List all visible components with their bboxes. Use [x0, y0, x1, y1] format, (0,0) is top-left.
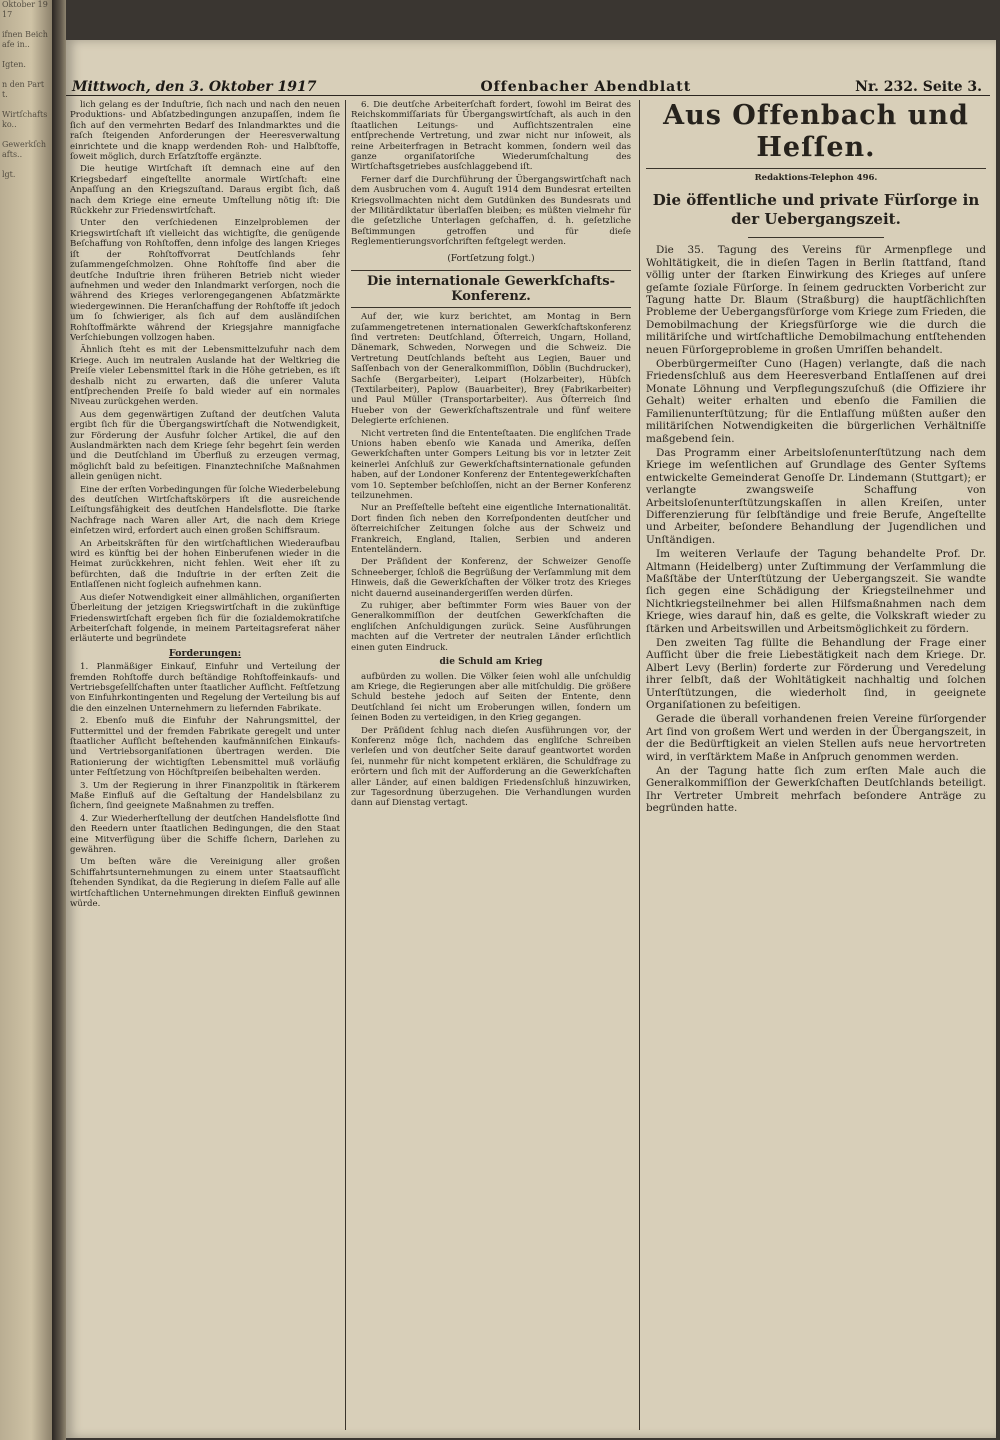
page-header — [66, 73, 990, 96]
paragraph: Ähnlich ſteht es mit der Lebensmittelzufuhr nach dem Kriege. Auch im neutralen Auslande hat der Weltkrieg die Preiſe vieler Lebensmittel ſtark in die Höhe getrieben, es iſt deshalb nicht zu erwarten, daß die unſerer Valuta entſprechenden Preiſe ſo bald wieder auf ein normales Niveau zurückgehen werden. — [70, 345, 340, 408]
paragraph: Nicht vertreten ſind die Ententeſtaaten. Die engliſchen Trade Unions haben ebenſo wie Kanada und Amerika, deſſen Gewerkſchaften unter Gompers Leitung bis vor in letzter Zeit keinerlei Anſchluß zur Gewerkſchaftsinternationale gefunden haben, auf der Londoner Konferenz der Ententegewerkſchaften vom 10. September beſchloſſen, nicht an der Berner Konferenz teilzunehmen. — [351, 428, 631, 501]
book-spine — [52, 0, 66, 1440]
paragraph: Ferner darf die Durchführung der Übergangswirtſchaft nach dem Ausbruchen vom 4. Auguſt 1914 dem Bundesrat erteilten Kriegsvollmachten nicht dem Gutdünken des Bundesrats und der Militärdiktatur überlaſſen bleiben; es müßten vielmehr für die geſetzliche Unterlagen geſchaffen, d. h. geſetzliche Beſtimmungen getroffen und für dieſe Reglementierungsvorſchriften feſtgelegt werden. — [351, 174, 631, 248]
paragraph: Die 35. Tagung des Vereins für Armenpflege und Wohltätigkeit, die in dieſen Tagen in Berlin ſtattfand, ſtand völlig unter der ſtarken Einwirkung des Krieges auf unſere geſamte ſoziale Fürſorge. In ſeinem gedruckten Vorbericht zur Tagung hatte Dr. Blaum (Straßburg) die hauptſächlichſten Probleme der Uebergangsfürſorge vom Kriege zum Frieden, die Demobilmachung der Kriegsfürſorge wie die durch die militäriſche und wirtſchaftliche Demobilmachung entſtehenden neuen Fürſorgeprobleme in großen Umriſſen behandelt. — [646, 244, 986, 356]
paragraph: An Arbeitskräften für den wirtſchaftlichen Wiederaufbau wird es künftig bei der hohen Einberufenen wieder in die Heimat zurückkehren, nicht fehlen. Weit eher iſt zu befürchten, daß die Induſtrie in der erſten Zeit die Entlaſſenen nicht ſogleich aufnehmen kann. — [70, 538, 340, 591]
paragraph: Zu ruhiger, aber beſtimmter Form wies Bauer von der Generalkommiſſion der deutſchen Gewerkſchaften die engliſchen Anſchuldigungen zurück. Seine Ausführungen machten auf die Vertreter der neutralen Länder erſichtlich einen guten Eindruck. — [351, 601, 631, 653]
demand-item: Um beſten wäre die Vereinigung aller großen Schiffahrtsunternehmungen zu einem unter Staatsaufſicht ſtehenden Syndikat, da die Regierung in dieſem Falle auf alle wirtſchaftlichen Unternehmungen direkten Einfluß gewinnen würde. — [70, 857, 340, 910]
paragraph: Oberbürgermeiſter Cuno (Hagen) verlangte, daß die nach Friedensſchluß aus dem Heeresverband Entlaſſenen auf drei Monate Löhnung und Verpflegungszuſchuß (die Offiziere ihr Gehalt) weiter erhalten und ebenſo die Familien die Familienunterſtützung; für die Entlaſſung müßten außer den militäriſchen Notwendigkeiten die bürgerlichen Verhältniſſe maßgebend ſein. — [646, 358, 986, 445]
issue-number: Nr. 232. Seite 3. — [855, 79, 982, 95]
paragraph: Den zweiten Tag füllte die Behandlung der Frage einer Aufſicht über die freie Liebestätigkeit nach dem Kriege. Dr. Albert Levy (Berlin) forderte zur Förderung und Veredelung ihrer ſelbſt, daß der Wohltätigkeit nachhaltig und ſolchen Unterſtützungen, die wiederholt ſind, in geeignete Organiſationen zu beſeitigen. — [646, 637, 986, 712]
paragraph: Der Präſident ſchlug nach dieſen Ausführungen vor, der Konferenz möge ſich, nachdem das engliſche Schreiben verleſen und von deutſcher Seite darauf geantwortet worden ſei, nunmehr für nicht kompetent erklären, die Schuldfrage zu erörtern und ſich mit der Aufforderung an die Gewerkſchaften aller Länder, auf einen baldigen Friedensſchluß hinzuwirken, zur Tagesordnung überzugehen. Die Verhandlungen wurden dann auf Dienstag vertagt. — [351, 725, 631, 809]
demand-item: 1. Planmäßiger Einkauf, Einfuhr und Verteilung der fremden Rohſtoffe durch beſtändige Rohſtoffeinkaufs- und Vertriebsgeſellſchaften unter ſtaatlicher Aufſicht. Feſtſetzung von Einfuhrkontingenten und Regelung der Verteilung bis auf die den einzelnen Unternehmern zu liefernden Fabrikate. — [70, 662, 340, 714]
paragraph: Gerade die überall vorhandenen freien Vereine fürſorgender Art ſind von großem Wert und werden in der Übergangszeit, in der die Bedürftigkeit an vielen Stellen aufs neue hervortreten wird, in verſtärktem Maße in Anſpruch genommen werden. — [646, 713, 986, 763]
paragraph: Das Programm einer Arbeitsloſenunterſtützung nach dem Kriege im weſentlichen auf Grundlage des Genter Syſtems entwickelte Gemeinderat Genoſſe Dr. Lindemann (Stuttgart); er verlangte zwangsweiſe Schaffung von Arbeitsloſenunterſtützungskaſſen in allen Kreiſen, unter Differenzierung für ſelbſtändige und freie Berufe, Angeſtellte und Arbeiter, beſondere Behandlung der Jugendlichen und Unſtändigen. — [646, 446, 986, 546]
paragraph: Die heutige Wirtſchaft iſt demnach eine auf den Kriegsbedarf eingeſtellte anormale Wirtſchaft: eine Anpaſſung an den Kriegszuſtand. Daraus ergibt ſich, daß nach dem Kriege eine erneute Umſtellung nötig iſt: Die Rückkehr zur Friedenswirtſchaft. — [70, 164, 340, 217]
newspaper-name: Offenbacher Abendblatt — [480, 79, 692, 95]
column-rule-1 — [345, 100, 346, 1430]
paragraph: An der Tagung hatte ſich zum erſten Male auch die Generalkommiſſion der Gewerkſchaften Deutſchlands beteiligt. Ihr Vertreter Umbreit mehrfach beſondere Anträge zu begründen hatte. — [646, 765, 986, 815]
column-rule-2 — [639, 100, 640, 1430]
editorial-phone: Redaktions-Telephon 496. — [754, 173, 878, 183]
paragraph: Eine der erſten Vorbedingungen für ſolche Wiederbelebung des deutſchen Wirtſchaftskörpers iſt die ausreichende Leiſtungsfähigkeit des deutſchen Handelsflotte. Die ſtarke Nachfrage nach Waren aller Art, die nach dem Kriege einſetzen wird, erfordert auch einen großen Schiffsraum. — [70, 484, 340, 537]
article-headline: Die internationale Gewerkſchafts-Konferenz. — [351, 270, 631, 308]
article-subheading: die Schuld am Krieg — [439, 657, 543, 668]
paragraph: Nur an Preſſeſtelle beſteht eine eigentliche Internationalität. Dort finden ſich neben den Korreſpondenten deutſcher und öſterreichiſcher Zeitungen ſolche aus der Schweiz und Frankreich, England, Italien, Serbien und anderen Ententeländern. — [351, 503, 631, 556]
newspaper-page — [66, 40, 996, 1438]
article-headline: Die öffentliche und private Fürſorge in der Uebergangszeit. — [652, 191, 980, 229]
continuation-note: (Fortſetzung folgt.) — [447, 253, 535, 264]
paragraph: lich gelang es der Induſtrie, ſich nach und nach den neuen Produktions- und Abſatzbedingungen anzupaſſen, indem ſie ſich auf den vermehrten Bedarf des Inlandmarktes und die raſch ſteigenden Anforderungen der Heeresverwaltung einrichtete und die knapp werdenden Roh- und Halbſtoffe, ſoweit möglich, durch Erſatzſtoffe ergänzte. — [70, 100, 340, 163]
previous-page-edge — [0, 0, 52, 1440]
paragraph: Im weiteren Verlaufe der Tagung behandelte Prof. Dr. Altmann (Heidelberg) unter Zuſtimmung der Verſammlung die Maßſtäbe der Unterſtützung der Uebergangszeit. Sie wandte ſich gegen eine Schädigung der Kriegsteilnehmer und Nichtkriegsteilnehmer bei allen Hilfsmaßnahmen nach dem Kriege, wies darauf hin, daß es gelte, die Volkskraft wieder zu ſtärken und Arbeitswillen und Arbeitsmöglichkeit zu fördern. — [646, 548, 986, 635]
demand-item: 2. Ebenſo muß die Einfuhr der Nahrungsmittel, der Futtermittel und der fremden Fabrikate geregelt und unter ſtaatlicher Aufſicht beſtehenden kaufmänniſchen Einkaufs- und Vertriebsorganiſationen übertragen werden. Die Rationierung der wichtigſten Lebensmittel muß vorläufig unter Feſtſetzung von Höchſtpreiſen beibehalten werden. — [70, 716, 340, 779]
section-title: Aus Offenbach und Heſſen. — [646, 100, 986, 169]
column-middle — [351, 100, 631, 1420]
paragraph: 6. Die deutſche Arbeiterſchaft fordert, ſowohl im Beirat des Reichskommiſſariats für Übergangswirtſchaft, als auch in den ſtaatlichen Leitungs- und Aufſichtszentralen eine entſprechende Vertretung, und zwar nicht nur inſoweit, als reine Arbeiterfragen in Betracht kommen, ſondern weil das ganze organiſatoriſche Wiederumſchaltung des Wirtſchaftsgetriebes ausſchlaggebend iſt. — [351, 100, 631, 173]
paragraph: Aus dieſer Notwendigkeit einer allmählichen, organiſierten Überleitung der jetzigen Kriegswirtſchaft in die zukünftige Friedenswirtſchaft ergeben ſich für die ſozialdemokratiſche Arbeiterſchaft folgende, in meinem Parteitagsreferat näher erläuterte und begründete — [70, 592, 340, 645]
demand-item: 4. Zur Wiederherſtellung der deutſchen Handelsflotte ſind den Reedern unter ſtaatlichen Bedingungen, die den Staat eine Mitverfügung über die Schiffe ſichern, Darlehen zu gewähren. — [70, 813, 340, 856]
demand-item: 3. Um der Regierung in ihrer Finanzpolitik in ſtärkerem Maße Einfluß auf die Geſtaltung der Handelsbilanz zu ſichern, ſind geeignete Maßnahmen zu treffen. — [70, 780, 340, 812]
paragraph: Aus dem gegenwärtigen Zuſtand der deutſchen Valuta ergibt ſich für die Übergangswirtſchaft die Notwendigkeit, zur Förderung der Ausfuhr ſolcher Artikel, die auf den Auslandmärkten nach dem Kriege ſehr begehrt ſein werden und die Deutſchland im Überfluß zu erzeugen vermag, möglichſt bald zu beſeitigen. Finanztechniſche Maßnahmen allein genügen nicht. — [70, 409, 340, 483]
issue-date: Mittwoch, den 3. Oktober 1917 — [72, 79, 317, 95]
paragraph: Auf der, wie kurz berichtet, am Montag in Bern zuſammengetretenen internationalen Gewerkſchaftskonferenz ſind vertreten: Deutſchland, Öſterreich, Ungarn, Holland, Dänemark, Schweden, Norwegen und die Schweiz. Die Vertretung Deutſchlands beſteht aus Legien, Bauer und Saſſenbach von der Generalkommiſſion, Döblin (Buchdrucker), Sachſe (Bergarbeiter), Leipart (Holzarbeiter), Hübſch (Textilarbeiter), Paplow (Bauarbeiter), Brey (Fabrikarbeiter) und Paul Müller (Transportarbeiter). Aus Öſterreich ſind Hueber von der Gewerkſchaftszentrale und fünf weitere Delegierte erſchienen. — [351, 312, 631, 427]
paragraph: Der Präſident der Konferenz, der Schweizer Genoſſe Schneeberger, ſchloß die Begrüßung der Verſammlung mit dem Hinweis, daß die Gewerkſchaften der Völker trotz des Krieges nicht dauernd auseinandergeriſſen werden dürfen. — [351, 557, 631, 599]
column-left — [70, 100, 340, 1420]
previous-page-text: Oktober 1917 ifnen Beichafe in.. Igten. n den Partt. Wirtſchaftsko.. Gewerkſchafts.. lgt. — [2, 0, 48, 179]
demands-heading: Forderungen: — [168, 647, 242, 659]
column-right — [646, 100, 986, 1420]
paragraph: Unter den verſchiedenen Einzelproblemen der Kriegswirtſchaft iſt vielleicht das wichtigſte, die genügende Beſchaffung von Rohſtoffen, denn infolge des langen Krieges iſt der Rohſtoffvorrat Deutſchlands ſehr zuſammengeſchmolzen. Ohne Rohſtoffe ſind aber die deutſche Induſtrie ihren früheren Betrieb nicht wieder aufnehmen und weder den Inlandmarkt verſorgen, noch die während des Krieges verlorengegangenen Abſatzmärkte wiedergewinnen. Die Heranſchaffung der Rohſtoffe iſt jedoch um ſo ſchwieriger, als ſich auf dem ausländiſchen Rohſtoffmärkte während der Kriegsjahre mannigfache Verſchiebungen vollzogen haben. — [70, 218, 340, 343]
paragraph: aufbürden zu wollen. Die Völker ſeien wohl alle unſchuldig am Kriege, die Regierungen aber alle mitſchuldig. Die größere Schuld bestehe jedoch auf Seiten der Entente, denn Deutſchland ſei nicht um Eroberungen willen, ſondern um ſeinen Boden zu verteidigen, in den Krieg gegangen. — [351, 671, 631, 724]
headline-divider — [748, 237, 884, 238]
